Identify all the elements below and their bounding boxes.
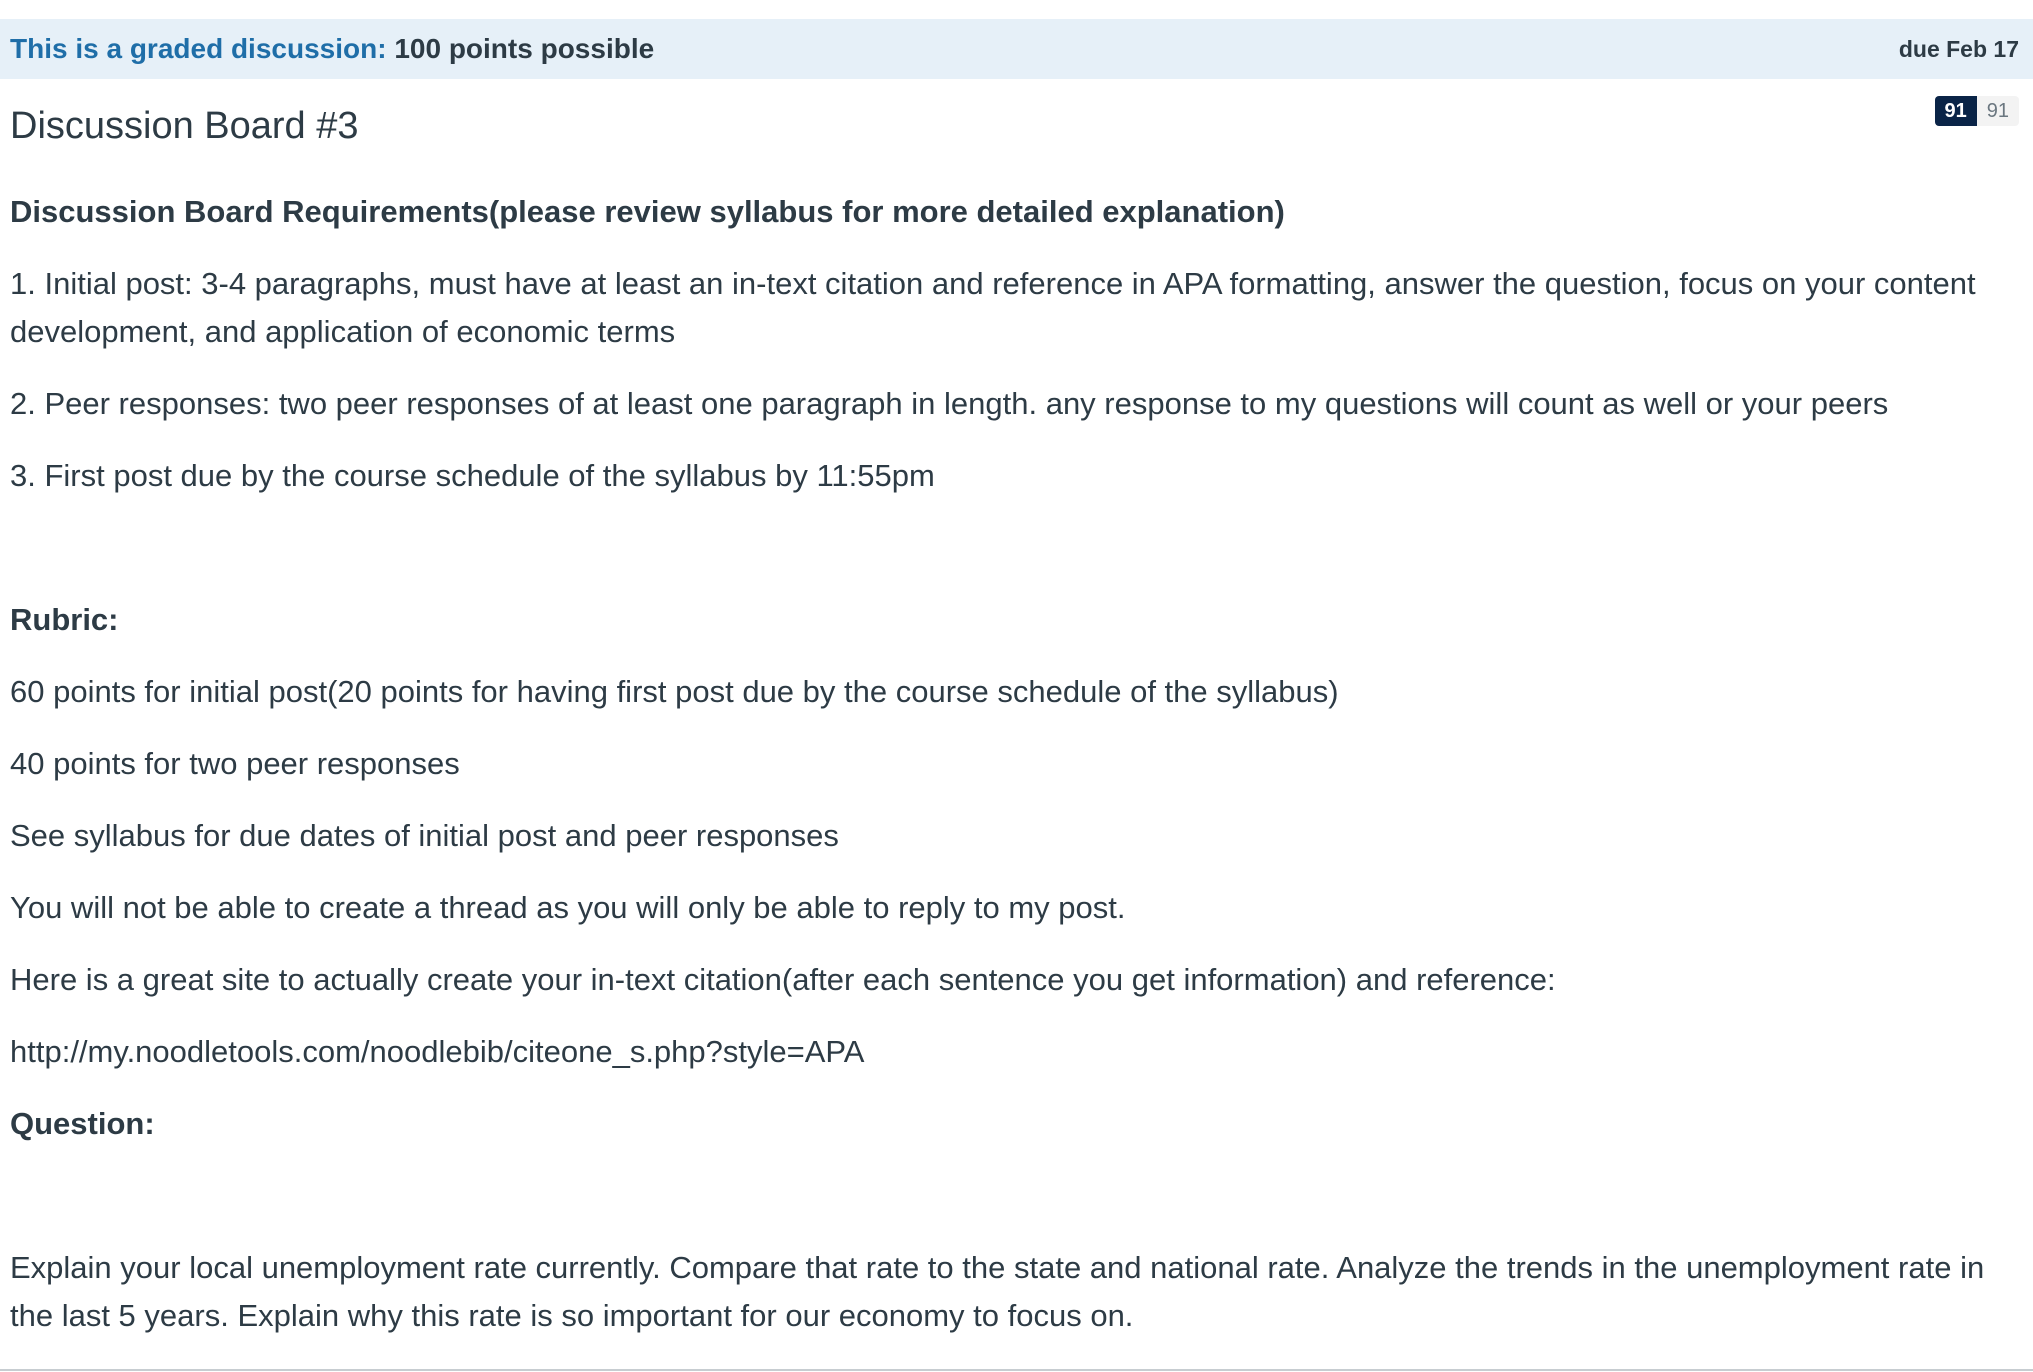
divider <box>0 1369 2033 1371</box>
spacer <box>10 524 2020 596</box>
question-text: Explain your local unemployment rate currently. Compare that rate to the state and national rate. Analyze the trends in the unemployment rate in the last 5 years. Explain why this rate is so important for our economy to focus on. <box>10 1250 1985 1333</box>
banner-info <box>10 33 654 65</box>
rubric-item-2: 40 points for two peer responses <box>10 746 460 781</box>
discussion-title: Discussion Board #3 <box>10 105 359 147</box>
graded-discussion-label: This is a graded discussion: <box>10 33 387 64</box>
discussion-body <box>10 188 2020 1364</box>
note-thread: You will not be able to create a thread as you will only be able to reply to my post. <box>10 890 1126 925</box>
note-due-dates: See syllabus for due dates of initial post and peer responses <box>10 818 839 853</box>
graded-discussion-banner <box>0 19 2033 79</box>
total-count-badge[interactable]: 91 <box>1977 96 2019 126</box>
note-citation-site: Here is a great site to actually create your in-text citation(after each sentence you get information) and reference: <box>10 962 1556 997</box>
rubric-item-1: 60 points for initial post(20 points for having first post due by the course schedule of the syllabus) <box>10 674 1339 709</box>
requirement-3: 3. First post due by the course schedule of the syllabus by 11:55pm <box>10 458 935 493</box>
due-date: due Feb 17 <box>1898 35 2019 62</box>
question-heading: Question: <box>10 1106 155 1141</box>
requirements-heading: Discussion Board Requirements(please review syllabus for more detailed explanation) <box>10 194 1285 229</box>
citation-link: http://my.noodletools.com/noodlebib/citeone_s.php?style=APA <box>10 1034 865 1069</box>
requirement-1: 1. Initial post: 3-4 paragraphs, must have at least an in-text citation and reference in APA formatting, answer the question, focus on your content development, and application of economic terms <box>10 266 1976 349</box>
rubric-heading: Rubric: <box>10 602 119 637</box>
reply-counts[interactable] <box>1935 96 2020 126</box>
requirement-2: 2. Peer responses: two peer responses of at least one paragraph in length. any response to my questions will count as well or your peers <box>10 386 1889 421</box>
spacer <box>10 1172 2020 1244</box>
unread-count-badge[interactable]: 91 <box>1935 96 1977 126</box>
points-possible: 100 points possible <box>394 33 655 64</box>
